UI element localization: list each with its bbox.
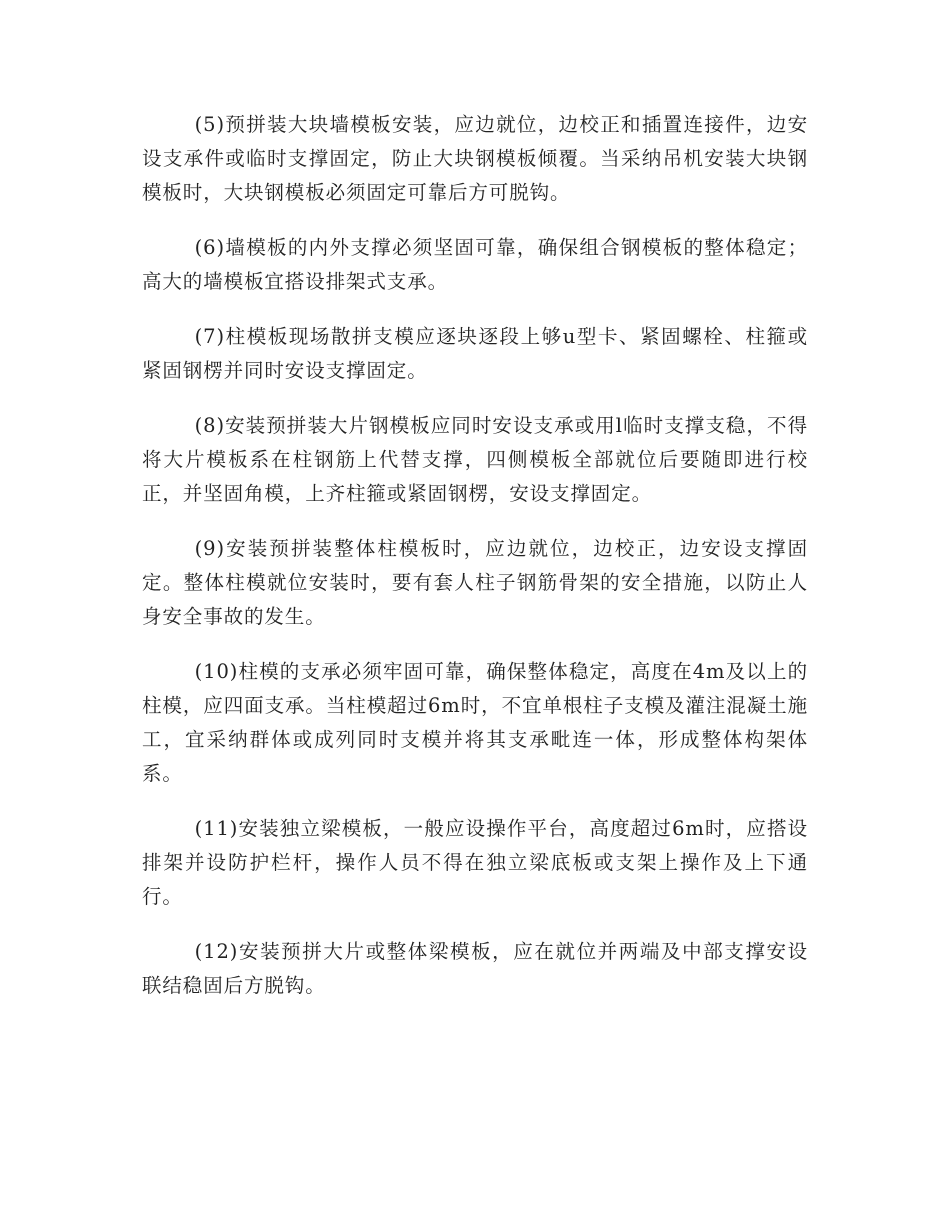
paragraph-11: (11)安装独立梁模板，一般应设操作平台，高度超过6m时，应搭设排架并设防护栏杆，操作人员不得在独立梁底板或支架上操作及上下通行。: [142, 817, 808, 908]
paragraph-12: (12)安装预拼大片或整体梁模板，应在就位并两端及中部支撑安设联结稳固后方脱钩。: [142, 940, 808, 997]
document-body: [142, 108, 808, 1024]
paragraph-9: (9)安装预拼装整体柱模板时，应边就位，边校正，边安设支撑固定。整体柱模就位安装时，要有套人柱子钢筋骨架的安全措施，以防止人身安全事故的发生。: [142, 537, 808, 628]
paragraph-6: (6)墙模板的内外支撑必须坚固可靠，确保组合钢模板的整体稳定；高大的墙模板宜搭设排架式支承。: [142, 236, 808, 293]
paragraph-10: (10)柱模的支承必须牢固可靠，确保整体稳定，高度在4m及以上的柱模，应四面支承。当柱模超过6m时，不宜单根柱子支模及灌注混凝土施工，宜采纳群体或成列同时支模并将其支承毗连一体，形成整体构架体系。: [142, 660, 808, 785]
paragraph-7: (7)柱模板现场散拼支模应逐块逐段上够u型卡、紧固螺栓、柱箍或紧固钢楞并同时安设支撑固定。: [142, 325, 808, 382]
paragraph-8: (8)安装预拼装大片钢模板应同时安设支承或用l临时支撑支稳，不得将大片模板系在柱钢筋上代替支撑，四侧模板全部就位后要随即进行校正，并坚固角模，上齐柱箍或紧固钢楞，安设支撑固定。: [142, 414, 808, 505]
paragraph-5: (5)预拼装大块墙模板安装，应边就位，边校正和插置连接件，边安设支承件或临时支撑固定，防止大块钢模板倾覆。当采纳吊机安装大块钢模板时，大块钢模板必须固定可靠后方可脱钩。: [142, 113, 808, 204]
